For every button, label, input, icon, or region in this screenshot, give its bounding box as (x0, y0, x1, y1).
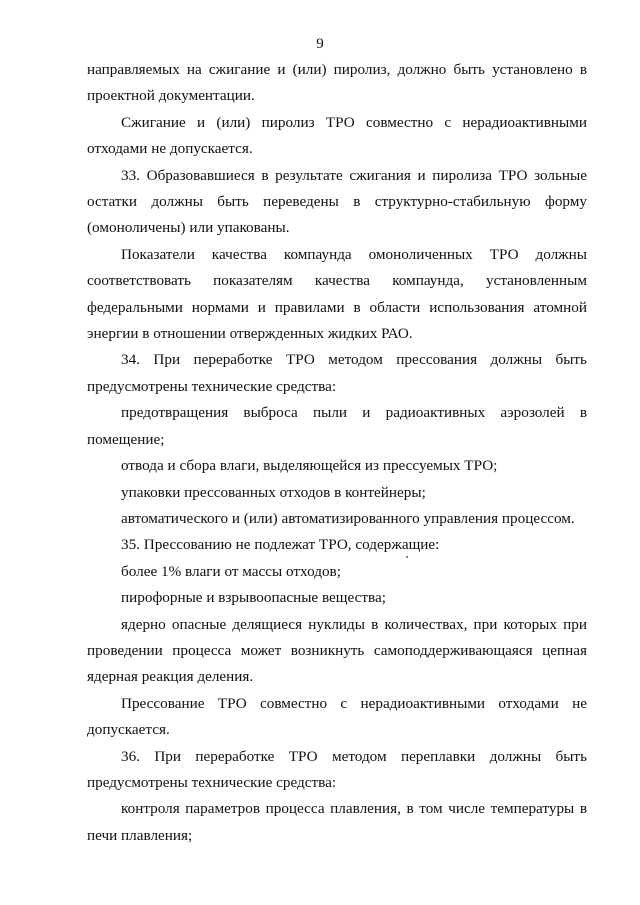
list-item: пирофорные и взрывоопасные вещества; (121, 589, 386, 607)
list-item: более 1% влаги от массы отходов; (121, 562, 341, 580)
paragraph: Сжигание и (или) пиролиз ТРО совместно с нерадиоактивными отходами не допускается. (87, 113, 587, 158)
list-item: предотвращения выброса пыли и радиоактивных аэрозолей в помещение; (87, 404, 587, 448)
paragraph: 33. Образовавшиеся в результате сжигания и пиролиза ТРО зольные остатки должны быть переведены в структурно-стабильную форму (омоноличены) или упакованы. (87, 166, 587, 237)
list-item: автоматического и (или) автоматизированного управления процессом. (121, 509, 575, 527)
paragraph: Показатели качества компаунда омоноличенных ТРО должны соответствовать показателям качества компаунда, установленным федеральными нормами и правилами в области использования атомной энергии в отношении отвержденных жидких РАО. (87, 245, 587, 343)
list-item: упаковки прессованных отходов в контейнеры; (121, 483, 426, 501)
list-item: отвода и сбора влаги, выделяющейся из прессуемых ТРО; (121, 457, 498, 475)
paragraph: 34. При переработке ТРО методом прессования должны быть предусмотрены технические средства: (87, 351, 587, 395)
document-body (87, 57, 587, 849)
list-item: ядерно опасные делящиеся нуклиды в количествах, при которых при проведении процесса может возникнуть самоподдерживающаяся цепная ядерная реакция деления. (87, 615, 587, 686)
paragraph: 36. При переработке ТРО методом переплавки должны быть предусмотрены технические средства: (87, 747, 587, 791)
scan-speck (406, 556, 408, 558)
paragraph: направляемых на сжигание и (или) пиролиз, должно быть установлено в проектной документации. (87, 61, 587, 105)
paragraph: 35. Прессованию не подлежат ТРО, содержащие: (121, 536, 440, 554)
paragraph: Прессование ТРО совместно с нерадиоактивными отходами не допускается. (87, 694, 587, 739)
page-number: 9 (316, 36, 324, 52)
list-item: контроля параметров процесса плавления, в том числе температуры в печи плавления; (87, 800, 587, 844)
